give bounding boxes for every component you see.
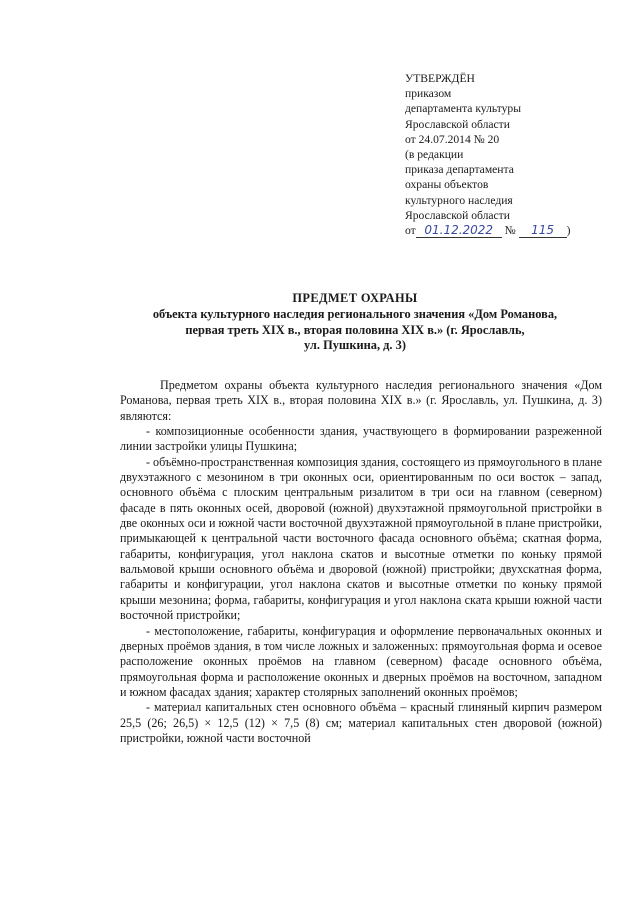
list-item: - композиционные особенности здания, участвующего в формировании разреженной линии застройки улицы Пушкина; <box>120 424 602 454</box>
number-sign: № <box>504 224 516 238</box>
document-title <box>100 291 610 354</box>
approval-line: УТВЕРЖДЁН <box>405 72 475 85</box>
title-line: объекта культурного наследия регионального значения «Дом Романова, <box>152 307 558 322</box>
list-item: - местоположение, габариты, конфигурация и оформление первоначальных оконных и дверных проёмов здания, в том числе ложных и заложенных: прямоугольная форма и осевое расположение оконных проёмов на главном (северном) фасаде основного объёма, прямоугольная форма и расположение оконных и дверных проёмов на восточном, западном и южном фасадах здания; характер столярных заполнений оконных проёмов; <box>120 623 602 699</box>
approval-stamp <box>405 71 570 238</box>
approval-line: культурного наследия <box>405 193 513 207</box>
closing-paren: ) <box>566 224 571 238</box>
approval-line: департамента культуры <box>405 102 522 116</box>
approval-line: охраны объектов <box>405 178 489 192</box>
approval-line: от 24.07.2014 № 20 <box>405 132 500 146</box>
approval-line: Ярославской области <box>405 208 510 222</box>
approval-prefix: от <box>405 224 416 238</box>
approval-line: приказом <box>405 87 452 101</box>
intro-paragraph: Предметом охраны объекта культурного наследия регионального значения «Дом Романова, первая треть XIX в., вторая половина XIX в.» (г. Ярославль, ул. Пушкина, д. 3) являются: <box>120 378 602 423</box>
list-item: - материал капитальных стен основного объёма – красный глиняный кирпич размером 25,5 (26; 26,5) × 12,5 (12) × 7,5 (8) см; материал капитальных стен дворовой (южной) пристройки, южной части восточной <box>120 700 602 745</box>
document-body <box>120 378 602 746</box>
approval-line: Ярославской области <box>405 117 510 131</box>
handwritten-date: 01.12.2022 <box>416 224 502 238</box>
list-item: - объёмно-пространственная композиция здания, состоящего из прямоугольного в плане двухэтажного с мезонином в три оконных оси, ориентированным по оси восток – запад, основного объёма с плоским центральным ризалитом в три оси на главном (северном) фасаде в пять оконных осей, дворовой (южной) двухэтажной прямоугольной пристройки в две оконных оси и южной части восточной двухэтажной прямоугольной в плане пристройки, примыкающей к центральной части восточного фасада основного объёма; скатная форма, габариты, конфигурация, угол наклона скатов и высотные отметки по коньку прямой вальмовой крыши основного объёма и дворовой (южной) пристройки; двухскатная форма, габариты и конфигурации, угол наклона скатов и высотные отметки по коньку прямой крыши мезонина; форма, габариты, конфигурация и угол наклона ската крыши южной части восточной пристройки; <box>120 454 602 623</box>
title-line: ул. Пушкина, д. 3) <box>304 338 406 353</box>
approval-line: (в редакции <box>405 148 464 162</box>
title-heading: ПРЕДМЕТ ОХРАНЫ <box>292 291 418 305</box>
title-line: первая треть XIX в., вторая половина XIX в.» (г. Ярославль, <box>185 322 525 337</box>
approval-line: приказа департамента <box>405 163 514 177</box>
approval-signed-line <box>405 223 570 238</box>
handwritten-number: 115 <box>519 224 567 238</box>
